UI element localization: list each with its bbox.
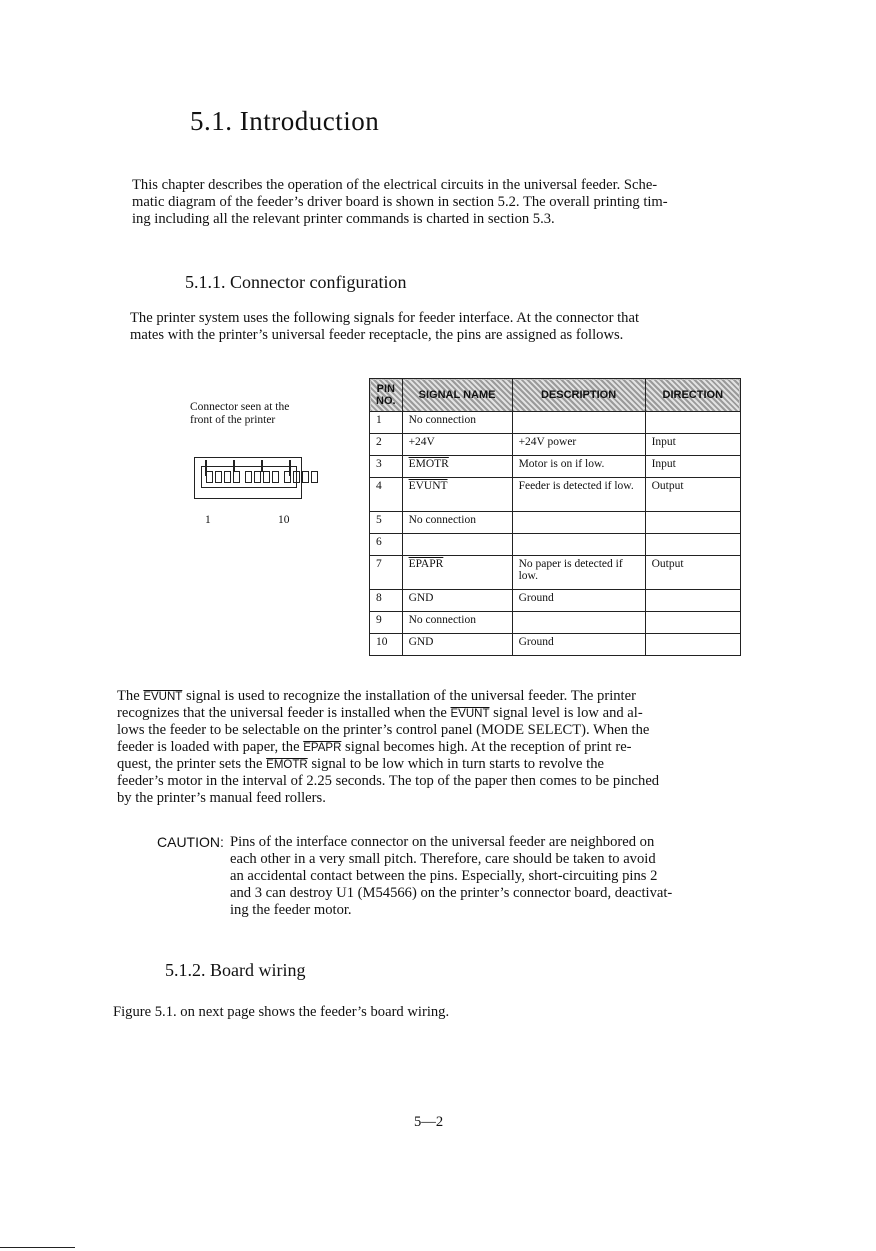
paragraph-line: an accidental contact between the pins. Especially, short-circuiting pins 2 — [230, 868, 658, 884]
connector-paragraph — [130, 310, 639, 344]
paragraph-line: feeder’s motor in the interval of 2.25 seconds. The top of the paper then comes to be pinched — [117, 773, 660, 789]
col-header-pin-line1: PIN — [376, 383, 395, 395]
cell-signal: GND — [402, 634, 512, 656]
cell-direction — [645, 412, 740, 434]
connector-label-pin10: 10 — [278, 514, 290, 526]
connector-pin — [293, 471, 300, 483]
cell-pin: 7 — [370, 556, 403, 590]
signal-name: EVUNT — [143, 691, 183, 703]
cell-signal: EVUNT — [402, 478, 512, 512]
text: The — [117, 688, 144, 704]
connector-key — [233, 460, 235, 472]
table-row — [370, 512, 741, 534]
pin-assignment-table — [369, 378, 741, 656]
paragraph-line: lows the feeder to be selectable on the printer’s control panel (MODE SELECT). When the — [117, 722, 650, 738]
cell-description: Motor is on if low. — [512, 456, 645, 478]
cell-signal: +24V — [402, 434, 512, 456]
cell-signal: No connection — [402, 412, 512, 434]
paragraph-line — [117, 705, 659, 722]
paragraph-line: Pins of the interface connector on the universal feeder are neighbored on — [230, 834, 655, 850]
signal-paragraph — [117, 688, 659, 807]
col-header-pin-line2: NO. — [376, 395, 396, 407]
text: signal is used to recognize the installation of the universal feeder. The printer — [182, 688, 636, 704]
connector-pin — [311, 471, 318, 483]
col-header-description: DESCRIPTION — [512, 379, 645, 412]
connector-key — [261, 460, 263, 472]
cell-pin: 8 — [370, 590, 403, 612]
cell-direction — [645, 512, 740, 534]
text: recognizes that the universal feeder is installed when the — [117, 705, 451, 721]
table-row — [370, 634, 741, 656]
connector-pin-row — [206, 471, 320, 483]
cell-signal: EMOTR — [402, 456, 512, 478]
cell-description: Feeder is detected if low. — [512, 478, 645, 512]
paragraph-line — [117, 756, 659, 773]
text: signal becomes high. At the reception of print re- — [341, 739, 632, 755]
table-row — [370, 590, 741, 612]
col-header-direction: DIRECTION — [645, 379, 740, 412]
cell-description: Ground — [512, 634, 645, 656]
connector-pin — [272, 471, 279, 483]
connector-housing — [201, 466, 297, 488]
board-wiring-paragraph: Figure 5.1. on next page shows the feeder’s board wiring. — [113, 1004, 450, 1020]
page-title: 5.1. Introduction — [190, 106, 380, 136]
cell-description: No paper is detected if low. — [512, 556, 645, 590]
paragraph-line: each other in a very small pitch. Therefore, care should be taken to avoid — [230, 851, 656, 867]
connector-key — [289, 460, 291, 476]
cell-direction: Input — [645, 456, 740, 478]
cell-description — [512, 412, 645, 434]
cell-signal: No connection — [402, 512, 512, 534]
connector-diagram — [194, 457, 302, 499]
paragraph-line — [117, 688, 659, 705]
cell-signal — [402, 534, 512, 556]
connector-pin — [206, 471, 213, 483]
cell-pin: 6 — [370, 534, 403, 556]
cell-direction — [645, 590, 740, 612]
connector-label-pin1: 1 — [205, 514, 211, 526]
cell-signal: EPAPR — [402, 556, 512, 590]
connector-pin — [263, 471, 270, 483]
paragraph-line: The printer system uses the following signals for feeder interface. At the connector that — [130, 310, 639, 326]
text: signal level is low and al- — [489, 705, 643, 721]
cell-direction: Output — [645, 478, 740, 512]
text: feeder is loaded with paper, the — [117, 739, 304, 755]
col-header-pin — [370, 379, 403, 412]
paragraph-line — [117, 739, 659, 756]
col-header-signal: SIGNAL NAME — [402, 379, 512, 412]
table-row — [370, 412, 741, 434]
cell-pin: 5 — [370, 512, 403, 534]
connector-pin — [233, 471, 240, 483]
cell-description — [512, 534, 645, 556]
caution-text — [230, 834, 672, 919]
cell-direction: Output — [645, 556, 740, 590]
cell-signal: No connection — [402, 612, 512, 634]
connector-key — [205, 460, 207, 476]
signal-name: EPAPR — [303, 742, 342, 754]
paragraph-line: and 3 can destroy U1 (M54566) on the printer’s connector board, deactivat- — [230, 885, 673, 901]
cell-pin: 4 — [370, 478, 403, 512]
page-number: 5—2 — [414, 1114, 444, 1130]
intro-line: ing including all the relevant printer commands is charted in section 5.3. — [132, 211, 555, 227]
connector-caption-line: front of the printer — [190, 414, 276, 426]
scan-edge-line — [0, 1247, 75, 1248]
cell-direction — [645, 634, 740, 656]
cell-description: +24V power — [512, 434, 645, 456]
cell-description: Ground — [512, 590, 645, 612]
table-row — [370, 556, 741, 590]
table-row — [370, 534, 741, 556]
paragraph-line: mates with the printer’s universal feeder receptacle, the pins are assigned as follows. — [130, 327, 624, 343]
cell-pin: 2 — [370, 434, 403, 456]
table-row — [370, 478, 741, 512]
connector-pin — [302, 471, 309, 483]
paragraph-line: ing the feeder motor. — [230, 902, 352, 918]
table-row — [370, 612, 741, 634]
cell-description — [512, 512, 645, 534]
caution-label: CAUTION: — [157, 834, 224, 850]
signal-name: EMOTR — [266, 759, 308, 771]
cell-signal: GND — [402, 590, 512, 612]
connector-pin — [224, 471, 231, 483]
table-row — [370, 434, 741, 456]
section-heading-connector: 5.1.1. Connector configuration — [185, 272, 407, 292]
section-heading-board-wiring: 5.1.2. Board wiring — [165, 960, 306, 980]
cell-direction — [645, 612, 740, 634]
connector-caption-line: Connector seen at the — [190, 401, 290, 413]
cell-pin: 10 — [370, 634, 403, 656]
cell-direction — [645, 534, 740, 556]
cell-pin: 1 — [370, 412, 403, 434]
cell-pin: 3 — [370, 456, 403, 478]
cell-pin: 9 — [370, 612, 403, 634]
text: quest, the printer sets the — [117, 756, 267, 772]
intro-paragraph — [132, 177, 782, 228]
paragraph-line: by the printer’s manual feed rollers. — [117, 790, 326, 806]
connector-caption — [190, 401, 289, 427]
table-header-row — [370, 379, 741, 412]
table-row — [370, 456, 741, 478]
intro-line: This chapter describes the operation of the electrical circuits in the universal feeder. Sche- — [132, 177, 658, 193]
connector-pin — [245, 471, 252, 483]
signal-name: EVUNT — [450, 708, 490, 720]
intro-line: matic diagram of the feeder’s driver board is shown in section 5.2. The overall printing tim- — [132, 194, 668, 210]
connector-pin — [254, 471, 261, 483]
text: signal to be low which in turn starts to revolve the — [307, 756, 604, 772]
cell-description — [512, 612, 645, 634]
connector-pin — [215, 471, 222, 483]
cell-direction: Input — [645, 434, 740, 456]
